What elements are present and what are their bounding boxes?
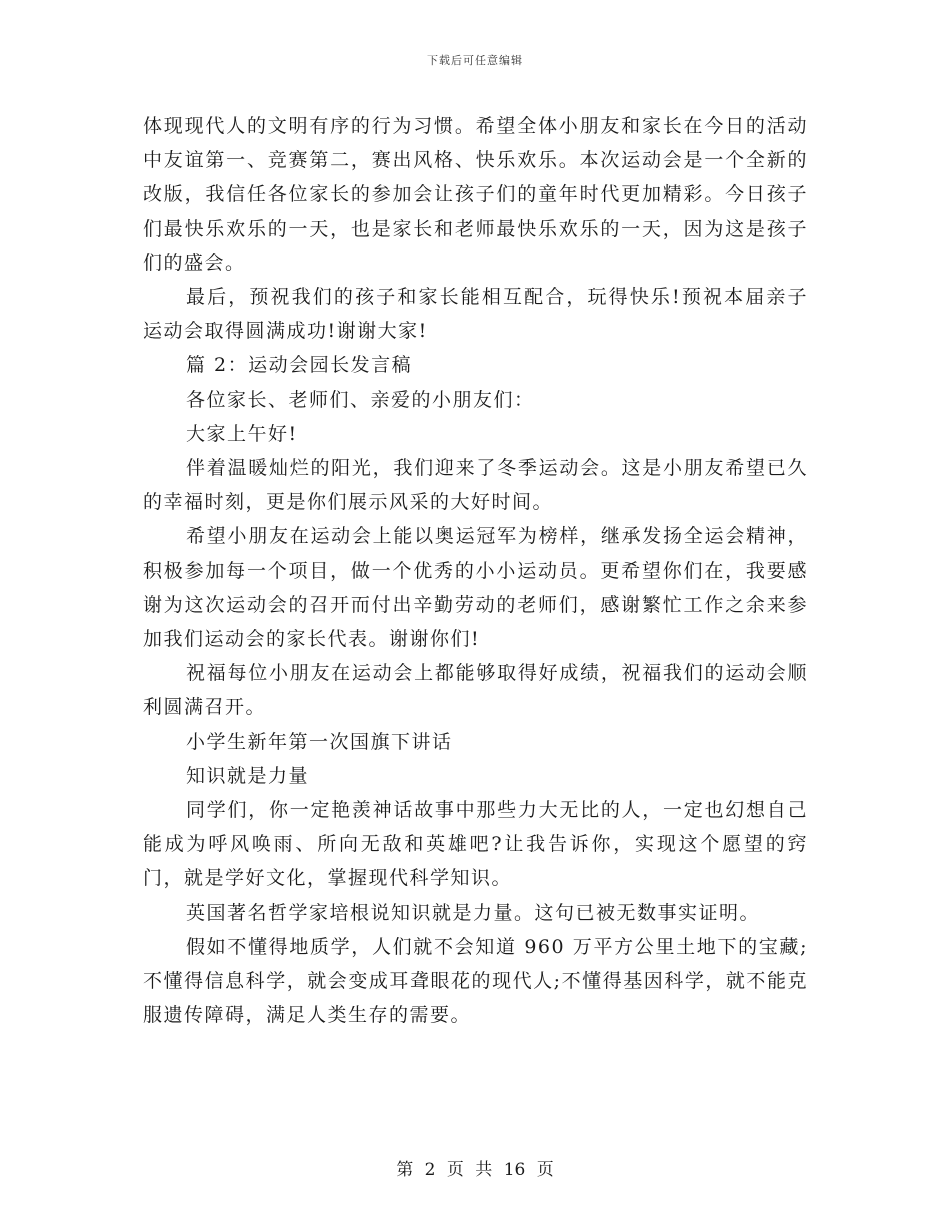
paragraph-11: 同学们，你一定艳羡神话故事中那些力大无比的人，一定也幻想自己能成为呼风唤雨、所向无敌和英雄吧?让我告诉你，实现这个愿望的窍门，就是学好文化，掌握现代科学知识。 — [143, 799, 808, 890]
paragraph-6: 伴着温暖灿烂的阳光，我们迎来了冬季运动会。这是小朋友希望已久的幸福时刻，更是你们展示风采的大好时间。 — [143, 457, 808, 514]
salutation: 各位家长、老师们、亲爱的小朋友们： — [186, 388, 535, 411]
document-body — [143, 109, 808, 1032]
paragraph-13: 假如不懂得地质学，人们就不会知道 960 万平方公里土地下的宝藏;不懂得信息科学，就会变成耳聋眼花的现代人;不懂得基因科学，就不能克服遗传障碍，满足人类生存的需要。 — [143, 935, 808, 1027]
paragraph-1: 体现现代人的文明有序的行为习惯。希望全体小朋友和家长在今日的活动中友谊第一、竞赛第二，赛出风格、快乐欢乐。本次运动会是一个全新的改版，我信任各位家长的参加会让孩子们的童年时代更加精彩。今日孩子们最快乐欢乐的一天，也是家长和老师最快乐欢乐的一天，因为这是孩子们的盛会。 — [143, 115, 808, 274]
paragraph-7: 希望小朋友在运动会上能以奥运冠军为榜样，继承发扬全运会精神，积极参加每一个项目，做一个优秀的小小运动员。更希望你们在，我要感谢为这次运动会的召开而付出辛勤劳动的老师们，感谢繁忙工作之余来参加我们运动会的家长代表。谢谢你们! — [143, 525, 808, 651]
paragraph-8: 祝福每位小朋友在运动会上都能够取得好成绩，祝福我们的运动会顺利圆满召开。 — [143, 662, 808, 719]
greeting: 大家上午好! — [186, 422, 298, 445]
paragraph-12: 英国著名哲学家培根说知识就是力量。这句已被无数事实证明。 — [186, 901, 761, 924]
paragraph-2: 最后，预祝我们的孩子和家长能相互配合，玩得快乐!预祝本届亲子运动会取得圆满成功!谢谢大家! — [143, 286, 808, 343]
page-footer: 第 2 页 共 16 页 — [396, 1160, 554, 1180]
speech-title: 小学生新年第一次国旗下讲话 — [186, 730, 453, 753]
speech-subtitle: 知识就是力量 — [186, 764, 310, 787]
page-header: 下载后可任意编辑 — [427, 54, 523, 67]
section-heading-2: 篇 2：运动会园长发言稿 — [186, 354, 413, 377]
